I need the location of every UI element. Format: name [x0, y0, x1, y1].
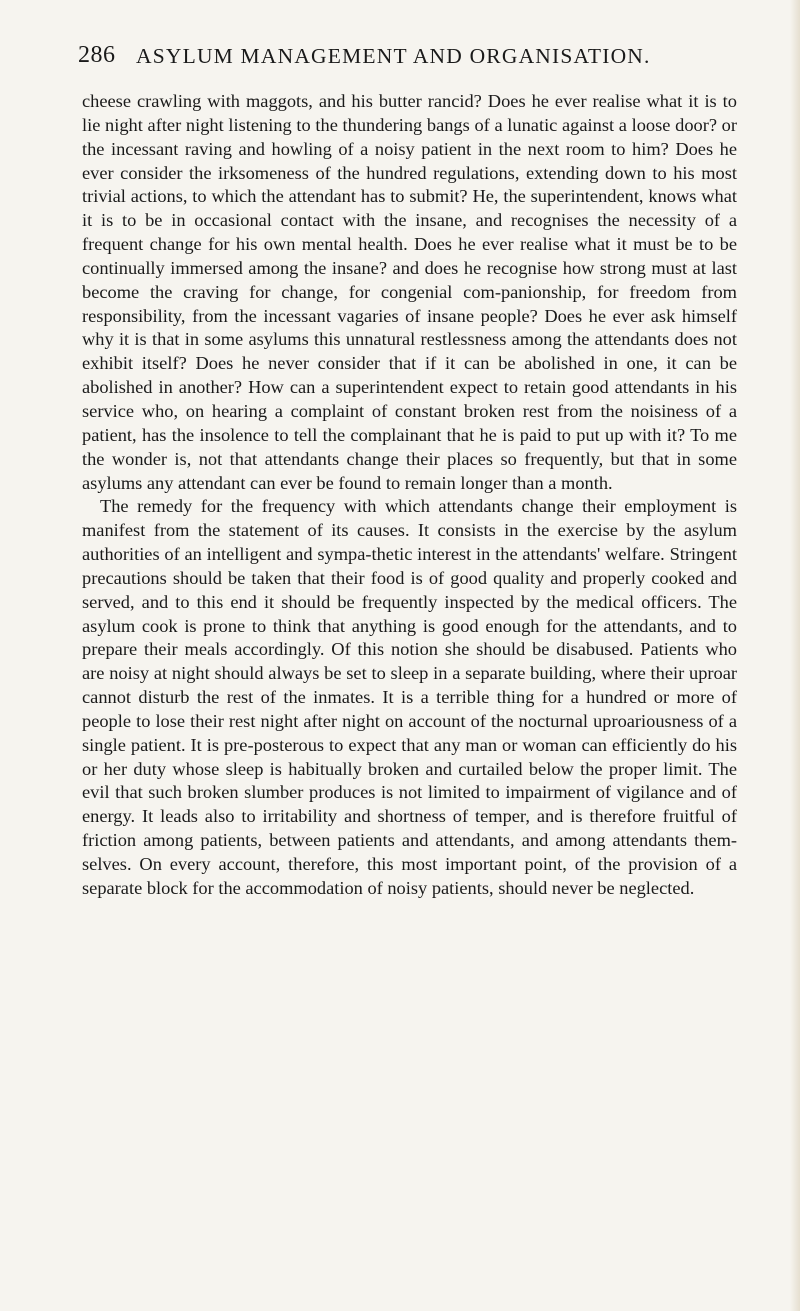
page-header — [78, 40, 738, 76]
body-text — [82, 90, 737, 901]
running-title: ASYLUM MANAGEMENT AND ORGANISATION. — [136, 44, 651, 68]
page-number: 286 — [78, 42, 116, 68]
scan-edge-shadow — [790, 0, 800, 1311]
paragraph-remedy: The remedy for the frequency with which attendants change their employment is manifest from the statement of its causes. It consists in the exercise by the asylum authorities of an intelligent and sympa-thetic interest in the attendants' welfare. Stringent precautions should be taken that their food is of good quality and properly cooked and served, and to this end it should be frequently inspected by the medical officers. The asylum cook is prone to think that anything is good enough for the attendants, and to prepare their meals accordingly. Of this notion she should be disabused. Patients who are noisy at night should always be set to sleep in a separate building, where their uproar cannot disturb the rest of the inmates. It is a terrible thing for a hundred or more of people to lose their rest night after night on account of the nocturnal uproariousness of a single patient. It is pre-posterous to expect that any man or woman can efficiently do his or her duty whose sleep is habitually broken and curtailed below the proper limit. The evil that such broken slumber produces is not limited to impairment of vigilance and of energy. It leads also to irritability and shortness of temper, and is therefore fruitful of friction among patients, between patients and attendants, and among attendants them-selves. On every account, therefore, this most important point, of the provision of a separate block for the accommodation of noisy patients, should never be neglected. — [82, 496, 737, 898]
paragraph-continuation: cheese crawling with maggots, and his butter rancid? Does he ever realise what it is to lie night after night listening to the thundering bangs of a lunatic against a loose door? or the incessant raving and howling of a noisy patient in the next room to him? Does he ever consider the irksomeness of the hundred regulations, extending down to his most trivial actions, to which the attendant has to submit? He, the superintendent, knows what it is to be in occasional contact with the insane, and recognises the necessity of a frequent change for his own mental health. Does he ever realise what it must be to be continually immersed among the insane? and does he recognise how strong must at last become the craving for change, for congenial com-panionship, for freedom from responsibility, from the incessant vagaries of insane people? Does he ever ask himself why it is that in some asylums this unnatural restlessness among the attendants does not exhibit itself? Does he never consider that if it can be abolished in one, it can be abolished in another? How can a superintendent expect to retain good attendants in his service who, on hearing a complaint of constant broken rest from the noisiness of a patient, has the insolence to tell the complainant that he is paid to put up with it? To me the wonder is, not that attendants change their places so frequently, but that in some asylums any attendant can ever be found to remain longer than a month. — [82, 91, 737, 493]
